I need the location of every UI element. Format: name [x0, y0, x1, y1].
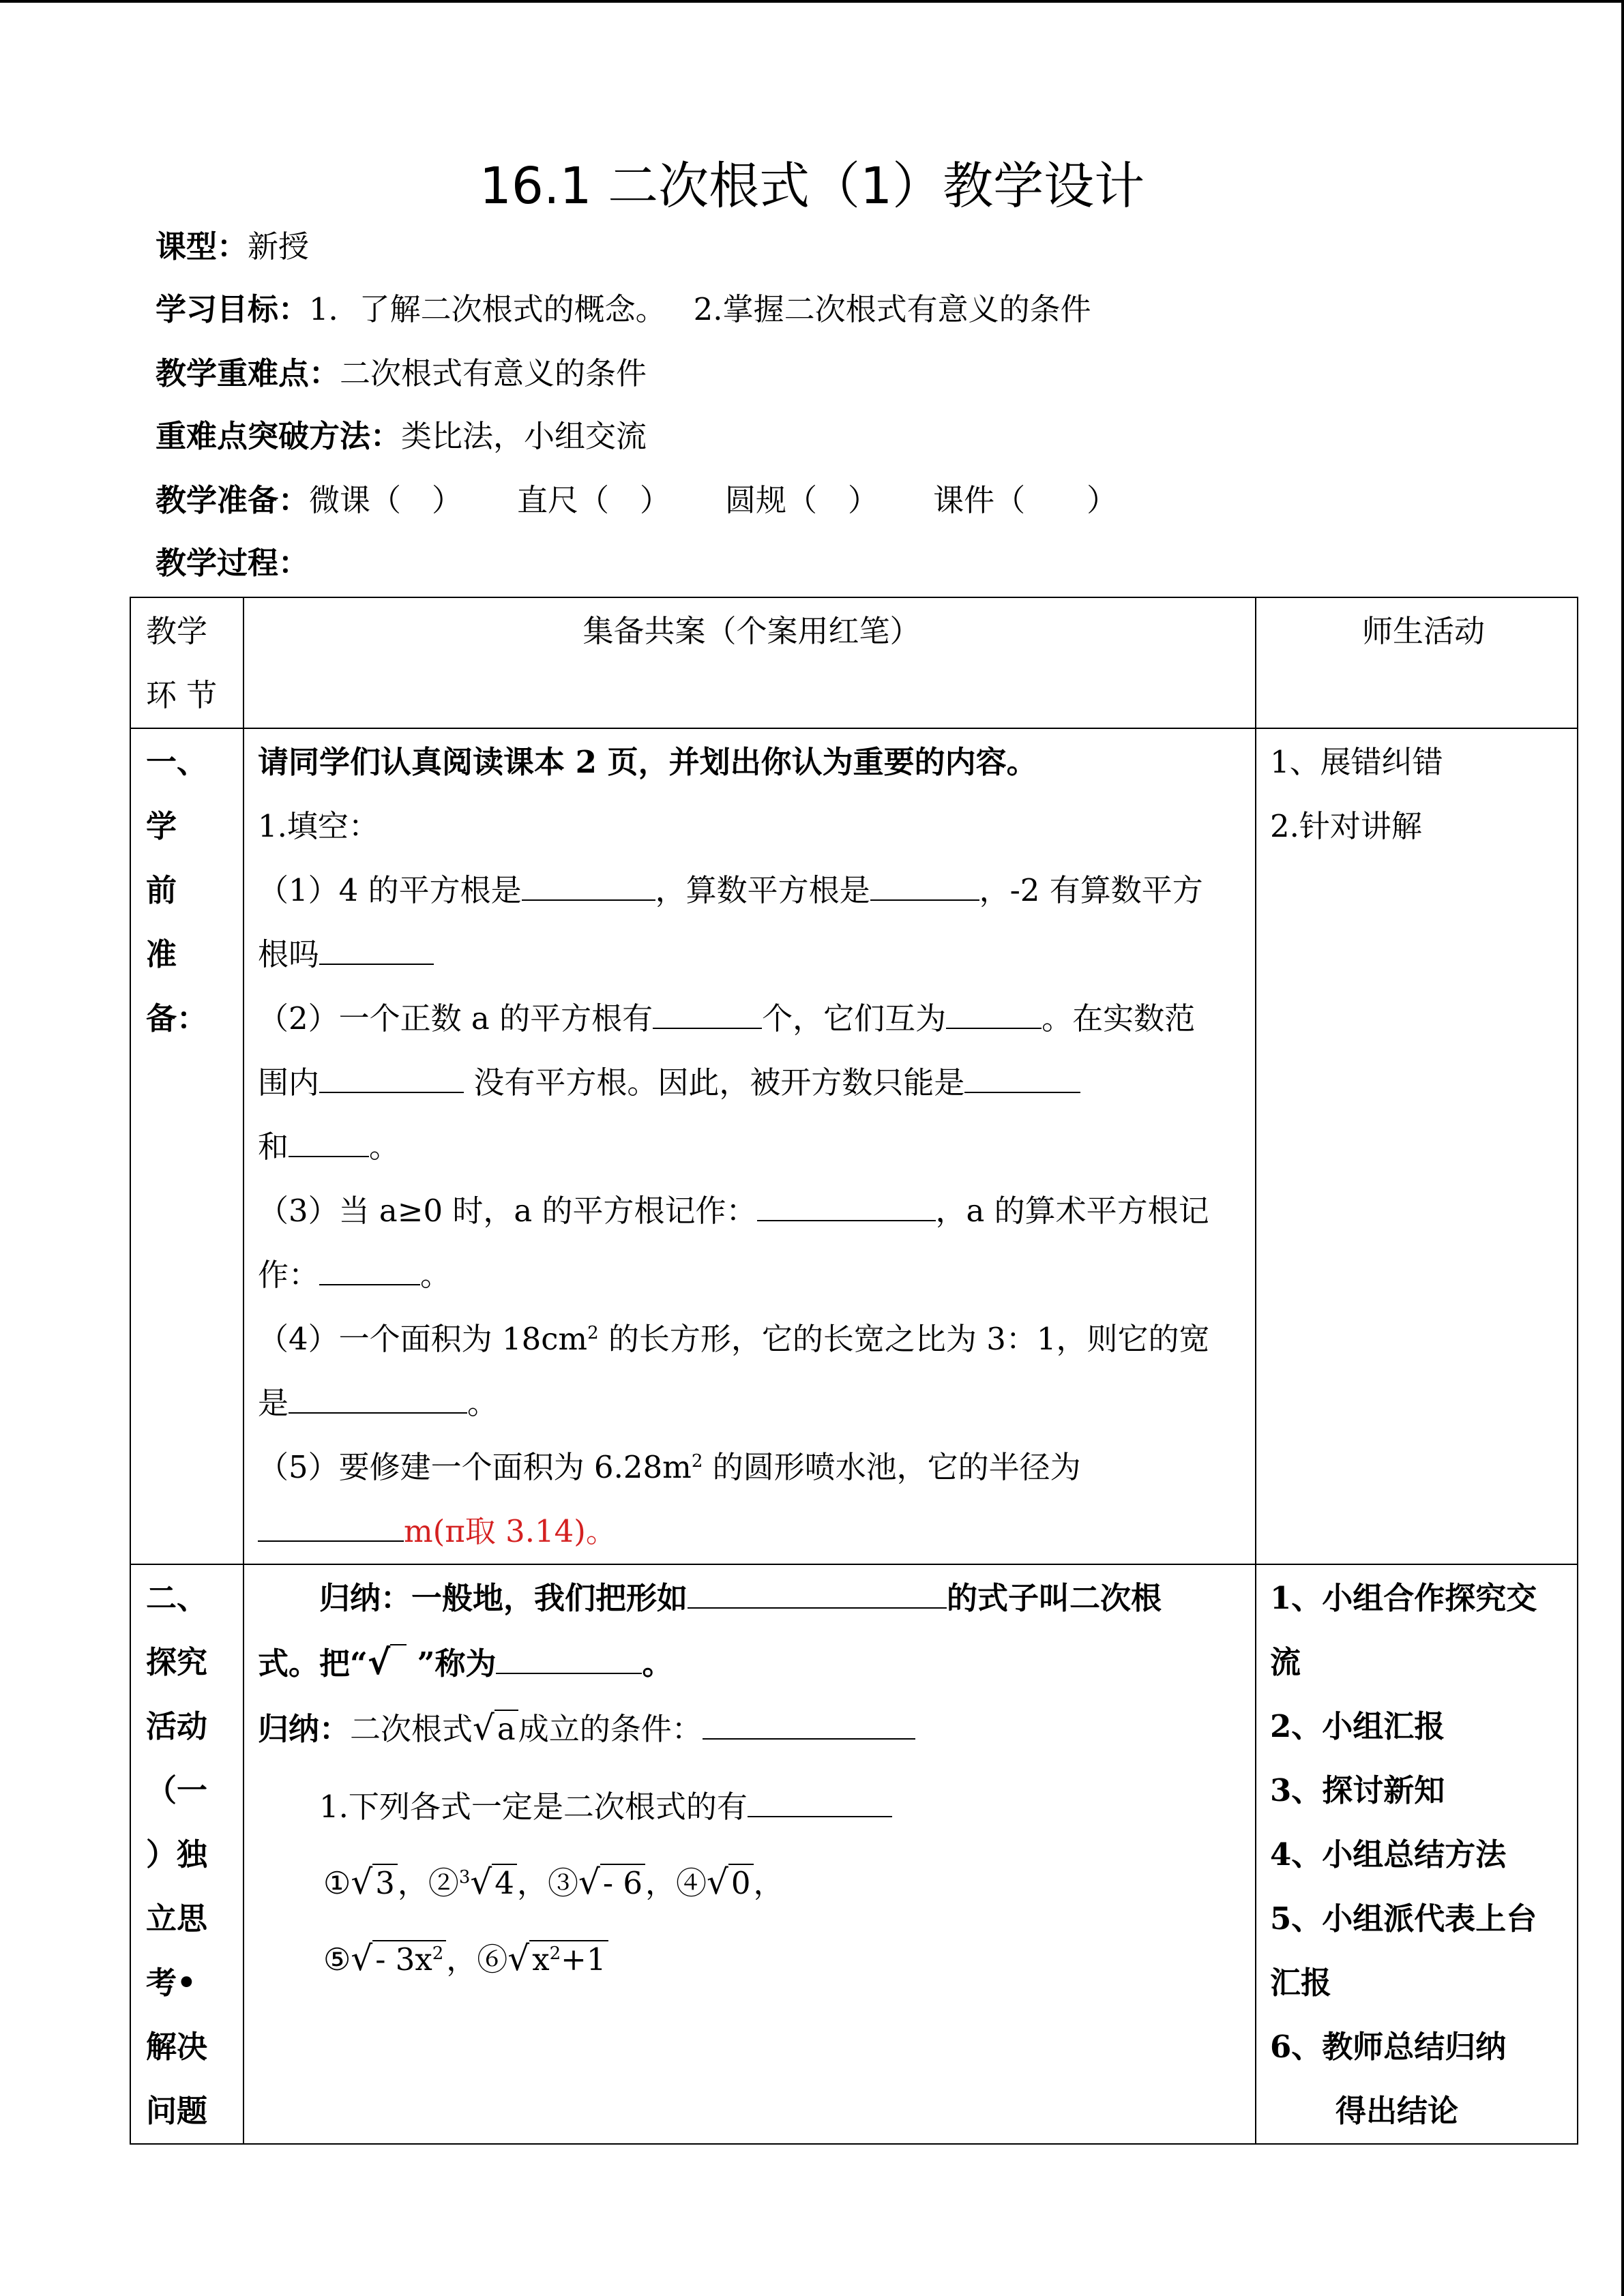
- answer-blank[interactable]: [964, 1058, 1080, 1093]
- answer-blank[interactable]: [319, 929, 434, 965]
- answer-blank[interactable]: [870, 865, 979, 901]
- table-row-exploration: [130, 1564, 1578, 2144]
- goal-1: 1．了解二次根式的概念。: [309, 291, 666, 327]
- section-exploration: 二、 探究 活动 （一 ）独 立思 考• 解决 问题: [130, 1564, 243, 2144]
- answer-blank[interactable]: [289, 1122, 369, 1157]
- goal-label: 学习目标：: [156, 291, 310, 327]
- answer-blank[interactable]: [757, 1186, 936, 1221]
- answer-blank[interactable]: [748, 1782, 892, 1817]
- exploration-content: 归纳：一般地，我们把形如 的式子叫二次根 式。把“√ ”称为 。 归纳：二次根式√a成立的条件： 1.下列各式一定是二次根式的有 ①√3，②$^3$√4，③√- 6，④√0， ⑤√- $3x^2$，$⑥√x^2+1$: [243, 1564, 1256, 2144]
- right-border: [1621, 0, 1624, 2296]
- key-line: [156, 353, 647, 394]
- prep-item-ruler: 直尺（ ）: [517, 482, 671, 518]
- question-5: （5）要修建一个面积为 $6.28m^2$ 的圆形喷水池，它的半径为: [258, 1449, 1081, 1485]
- question-2: （2）一个正数 a 的平方根有 个，它们互为 。在实数范: [258, 987, 1245, 1051]
- answer-blank[interactable]: [319, 1250, 420, 1285]
- top-border: [0, 0, 1624, 3]
- method-label: 重难点突破方法：: [156, 418, 402, 454]
- prep-label: 教学准备：: [156, 482, 310, 518]
- key-label: 教学重难点：: [156, 355, 340, 391]
- induction-condition: 归纳：二次根式√a成立的条件：: [258, 1696, 1245, 1761]
- method-value: 类比法，小组交流: [401, 418, 647, 454]
- header-activity: 师生活动: [1256, 597, 1578, 728]
- question-4: （4）一个面积为 $18cm^2$ 的长方形，它的长宽之比为 3：1，则它的宽: [258, 1321, 1210, 1357]
- table-header-row: [130, 597, 1578, 728]
- header-stage: 教学 环 节: [130, 597, 243, 728]
- key-value: 二次根式有意义的条件: [340, 355, 647, 391]
- fill-title: 1.填空：: [258, 808, 379, 844]
- answer-blank[interactable]: [522, 865, 655, 901]
- lesson-type-value: 新授: [248, 228, 310, 265]
- answer-blank[interactable]: [258, 1506, 404, 1542]
- preparation-content: 请同学们认真阅读课本 2 页，并划出你认为重要的内容。 1.填空： （1）4 的平方根是 ，算数平方根是 ，-2 有算数平方 根吗 （2）一个正数 a 的平方根有 个，它们互为 。在实数范 围内 没有平方根。因此，被开方数只能是 和 。 （3）当 a≥0 时，a 的平方根记作： ，a 的算术平方根记 作： 。 （4）一个面积为 $18cm^2$ 的长方形，它的长宽之比为 3：1，则它的宽 是 。 （5）要修建一个面积为 $6.28m^2$ 的圆形喷水池，它的半径为 m(π取 3.14)。: [243, 728, 1256, 1564]
- answer-blank[interactable]: [688, 1573, 947, 1609]
- lesson-table: [130, 597, 1578, 2145]
- exercise-options-1: ①√3，②$^3$√4，③√- 6，④√0，: [323, 1862, 784, 1902]
- prep-item-compass: 圆规（ ）: [725, 482, 879, 518]
- preparation-activities: 1、展错纠错 2.针对讲解: [1256, 728, 1578, 1564]
- header-plan: 集备共案（个案用红笔）: [243, 597, 1256, 728]
- exploration-activities: 1、小组合作探究交 流 2、小组汇报 3、探讨新知 4、小组总结方法 5、小组派代表上台 汇报 6、教师总结归纳 得出结论: [1256, 1564, 1578, 2144]
- answer-blank[interactable]: [289, 1378, 467, 1414]
- pi-note: m(π取 3.14)。: [404, 1513, 617, 1549]
- answer-blank[interactable]: [496, 1639, 642, 1674]
- process-line: [156, 543, 309, 584]
- question-1: （1）4 的平方根是 ，算数平方根是 ，-2 有算数平方: [258, 859, 1245, 923]
- exercise-options-2: ⑤√- $3x^2$，$⑥√x^2+1$: [258, 1926, 1245, 1992]
- goal-line: [156, 289, 1091, 330]
- process-label: 教学过程：: [156, 545, 310, 581]
- induction-definition: 归纳：一般地，我们把形如 的式子叫二次根: [258, 1566, 1245, 1630]
- answer-blank[interactable]: [653, 994, 762, 1029]
- page-title: 16.1 二次根式（1）教学设计: [479, 157, 1145, 215]
- prep-line: [156, 480, 1117, 521]
- answer-blank[interactable]: [703, 1704, 915, 1740]
- reading-instruction: 请同学们认真阅读课本 2 页，并划出你认为重要的内容。: [258, 744, 1037, 780]
- lesson-type-label: 课型：: [156, 228, 248, 265]
- question-3: （3）当 a≥0 时，a 的平方根记作： ，a 的算术平方根记: [258, 1179, 1245, 1243]
- method-line: [156, 416, 647, 457]
- radical-sign-icon: √: [368, 1630, 407, 1696]
- prep-item-microlesson: 微课（ ）: [309, 482, 463, 518]
- exercise-1: 1.下列各式一定是二次根式的有: [258, 1775, 1245, 1839]
- lesson-type-line: [156, 226, 309, 267]
- answer-blank[interactable]: [946, 994, 1042, 1029]
- answer-blank[interactable]: [319, 1058, 464, 1093]
- section-preparation: 一、 学 前 准 备：: [130, 728, 243, 1564]
- table-row-preparation: [130, 728, 1578, 1564]
- goal-2: 2.掌握二次根式有意义的条件: [693, 291, 1091, 327]
- prep-item-slides: 课件（ ）: [933, 482, 1118, 518]
